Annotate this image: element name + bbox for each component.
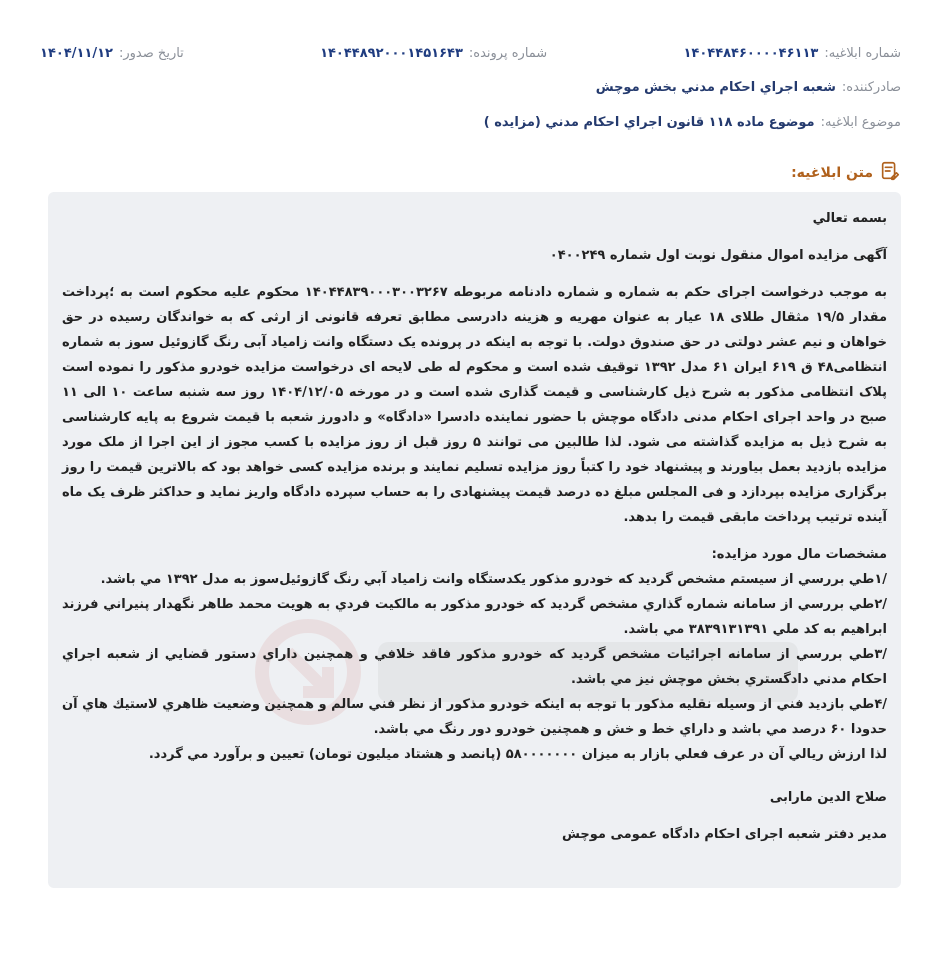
issue-date	[40, 46, 184, 61]
notice-text-panel	[48, 192, 901, 888]
notice-heading: آگهی مزایده اموال منقول نوبت اول شماره ۰۴۰۰۲۴۹	[549, 248, 887, 263]
issue-date-label: تاریخ صدور:	[119, 46, 184, 61]
subject-label: موضوع ابلاغیه:	[820, 115, 901, 130]
notice-body	[62, 206, 887, 859]
signer-name: صلاح الدین مارابی	[769, 790, 887, 805]
spec-valuation: لذا ارزش ريالي آن در عرف فعلي بازار به ميزان ۵۸۰۰۰۰۰۰۰ (پانصد و هشتاد ميليون تومان) تعيين و برآورد مي گردد.	[148, 747, 887, 762]
issue-date-value: ۱۴۰۴/۱۱/۱۲	[40, 46, 113, 61]
notice-text-title	[791, 160, 901, 186]
spec-item-3: /۳طي بررسي از سامانه اجرائيات مشخص گرديد كه خودرو مذكور فاقد خلافي و همچنين داراي دستور قضايي از شعبه اجراي احكام مدني دادگستري بخش موچش نيز مي باشد.	[62, 647, 887, 687]
subject	[484, 115, 901, 130]
notice-number	[683, 46, 901, 61]
specs-title: مشخصات مال مورد مزایده:	[711, 547, 887, 562]
issuer	[596, 80, 901, 95]
opening-line: بسمه تعالي	[812, 211, 887, 226]
case-number-label: شماره پرونده:	[468, 46, 548, 61]
case-number-value: ۱۴۰۴۴۸۹۲۰۰۰۱۴۵۱۶۴۳	[320, 46, 463, 61]
issuer-label: صادرکننده:	[841, 80, 901, 95]
spec-item-2: /۲طي بررسي از سامانه شماره گذاري مشخص گرديد كه خودرو مذكور به مالكيت فردي به هويت محمد طاهر نگهدار پنيراني فرزند ابراهيم به كد ملي ۳۸۳۹۱۳۱۳۹۱ مي باشد.	[62, 597, 887, 637]
subject-value: موضوع ماده ۱۱۸ قانون اجراي احكام مدني (مزايده )	[483, 115, 815, 130]
case-number	[320, 46, 547, 61]
notice-number-label: شماره ابلاغیه:	[824, 46, 901, 61]
spec-item-1: /۱طي بررسي از سيستم مشخص گرديد كه خودرو مذكور يكدستگاه وانت زامياد آبي رنگ گازوئيل‌سوز به مدل ۱۳۹۲ مي باشد.	[100, 572, 887, 587]
signer-title: مدیر دفتر شعبه اجرای احکام دادگاه عمومی موچش	[562, 827, 887, 842]
issuer-value: شعبه اجراي احكام مدني بخش موچش	[595, 80, 836, 95]
meta-row-issuer	[40, 80, 901, 95]
meta-row-numbers	[40, 46, 901, 61]
main-paragraph: به موجب درخواست اجرای حکم به شماره و شماره دادنامه مربوطه ۱۴۰۴۴۸۳۹۰۰۰۳۰۰۳۲۶۷ محکوم علیه محکوم است به ؛پرداخت مقدار ۱۹/۵ مثقال طلای ۱۸ عیار به عنوان مهریه و هزینه دادرسی مطابق تعرفه قانونی از ارثی که به خواندگان رسیده در حق خواهان و نیم عشر دولتی در حق صندوق دولت. با توجه به اینکه در پرونده یک دستگاه وانت زامیاد آبی رنگ گازوئیل سوز به شماره انتظامی۴۸ ق ۶۱۹ ایران ۶۱ مدل ۱۳۹۲ توقیف شده است و محکوم له طی لایحه ای درخواست مزایده خودرو مذکور را نموده است پلاک انتظامی مذکور به شرح ذیل کارشناسی و قیمت گذاری شده است و در مورخه ۱۴۰۴/۱۲/۰۵ روز سه شنبه ساعت ۱۰ الی ۱۱ صبح در واحد اجرای احکام مدنی دادگاه موچش با حضور نماینده دادسرا «دادگاه» و دادورز شعبه با قیمت شروع به پایه کارشناسی به شرح ذیل به مزایده گذاشته می شود. لذا طالبین می توانند ۵ روز قبل از روز مزایده با کسب مجوز از این اجرا از ملک مورد مزایده بازدید بعمل بیاورند و پیشنهاد خود را کتباً روز مزایده تسلیم نمایند و برنده مزایده کسی خواهد بود که بالاترین قیمت را روز برگزاری مزایده بپردازد و فی المجلس مبلغ ده درصد قیمت پیشنهادی را به حساب سپرده دادگاه واریز نماید و حداکثر ظرف یک ماه آینده ترتیب پرداخت مابقی قیمت را بدهد.	[62, 285, 888, 525]
notice-text-title-label: متن ابلاغیه:	[791, 165, 873, 181]
spec-item-4: /۴طي بازديد فني از وسيله نقليه مذكور با توجه به اينكه خودرو مذكور از نظر فني سالم و همچنين وضعيت ظاهري لاستيك هاي آن حدودا ۶۰ درصد مي باشد و داراي خط و خش و همچنين خودرو دور رنگ مي باشد.	[62, 697, 887, 737]
document-edit-icon	[879, 160, 901, 186]
meta-row-subject	[40, 115, 901, 130]
notice-number-value: ۱۴۰۴۴۸۴۶۰۰۰۰۴۶۱۱۳	[683, 46, 819, 61]
